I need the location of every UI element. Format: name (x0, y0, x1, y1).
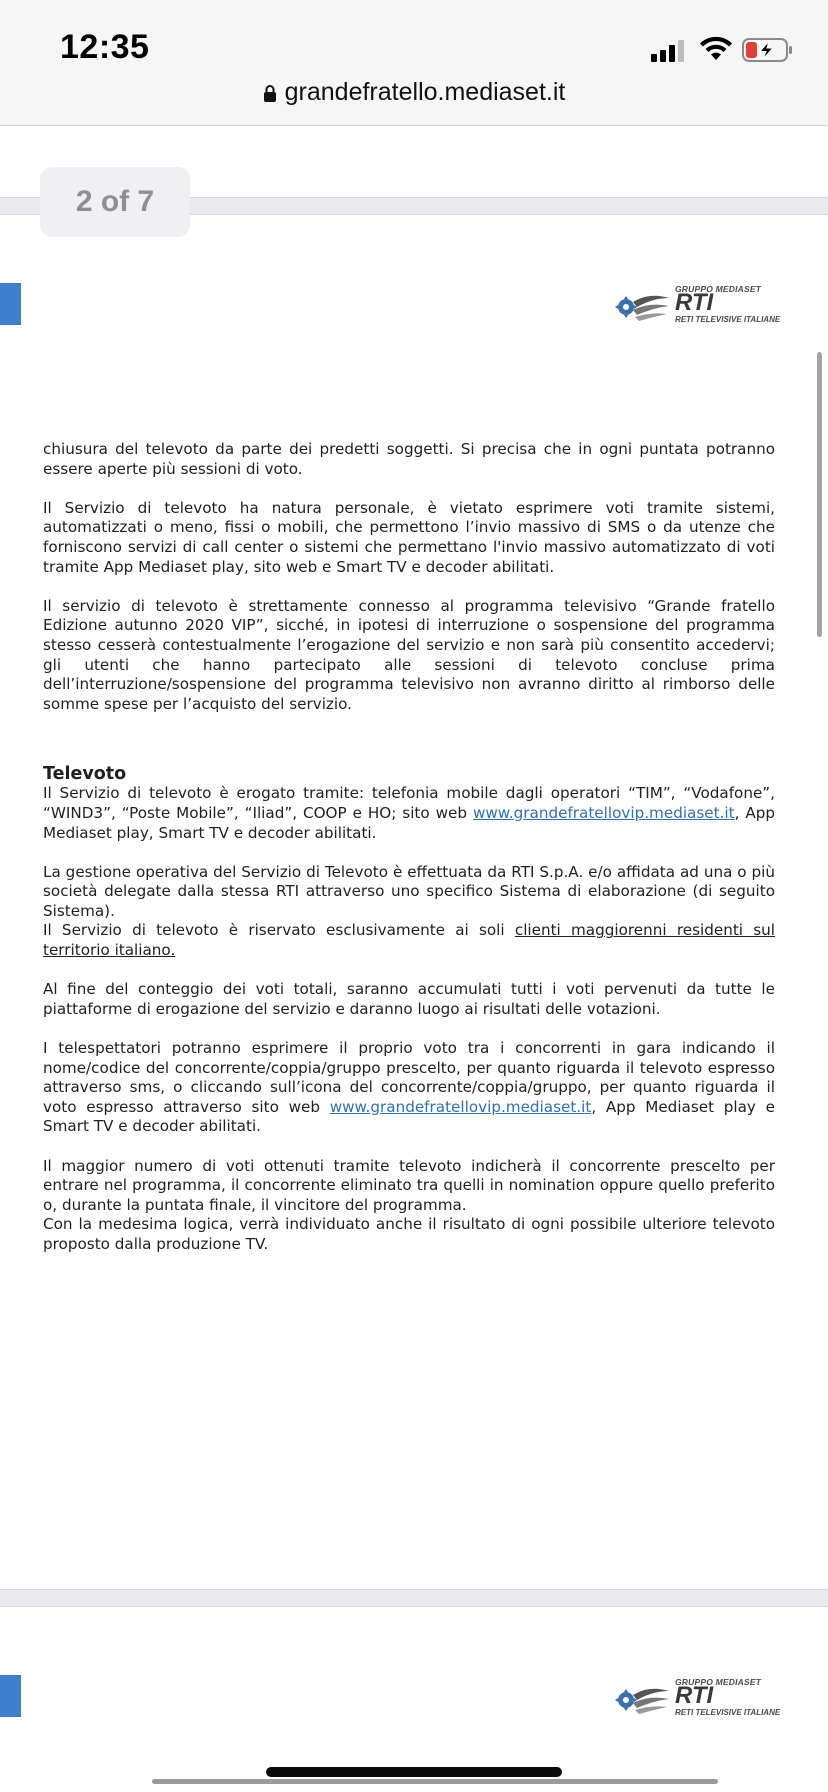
underlined-text: clienti maggiorenni residenti sul territorio italiano. (43, 921, 775, 960)
browser-top-bar (0, 0, 828, 126)
paragraph-text: I telespettatori potranno esprimere il proprio voto tra i concorrenti in gara indicando il nome/codice del concorrente/coppia/gruppo prescelto, per quanto riguarda il televoto espresso attraverso sms, o cliccando sull’icona del concorrente/coppia/gruppo, per quanto riguarda il voto espresso attraverso sito web (43, 1039, 775, 1116)
wifi-icon (699, 34, 733, 62)
paragraph (43, 921, 775, 960)
battery-charging-icon (742, 38, 794, 62)
url-text: grandefratello.mediaset.it (284, 78, 566, 106)
logo-subtitle: RETI TELEVISIVE ITALIANE (675, 315, 781, 324)
address-bar[interactable] (0, 78, 828, 107)
paragraph (43, 1039, 775, 1137)
scrollbar-thumb[interactable] (817, 352, 822, 637)
page-edge-marker (0, 1675, 21, 1717)
logo-group-text: GRUPPO MEDIASET (675, 284, 762, 294)
paragraph-text: Il Servizio di televoto è erogato tramite: telefonia mobile dagli operatori “TIM”, “Vodafone”, “WIND3”, “Poste Mobile”, “Iliad”, COOP e HO; sito web (43, 784, 775, 822)
paragraph: chiusura del televoto da parte dei predetti soggetti. Si precisa che in ogni puntata potranno essere aperte più sessioni di voto. (43, 440, 775, 478)
paragraph: La gestione operativa del Servizio di Televoto è effettuata da RTI S.p.A. e/o affidata ad una o più società delegate dalla stessa RTI attraverso uno specifico Sistema di elaborazione (di seguito Sistema). (43, 862, 775, 920)
document-body (43, 440, 775, 1274)
rti-logo (615, 284, 785, 328)
paragraph-text: Il Servizio di televoto è riservato esclusivamente ai soli (43, 921, 515, 940)
paragraph: Il Servizio di televoto ha natura personale, è vietato esprimere voti tramite sistemi, automatizzati o meno, fissi o mobili, che permettono l’invio massivo di SMS o da utenze che forniscono servizi di call center o sistemi che permettano l'invio massivo automatizzato di voti tramite App Mediaset play, sito web e Smart TV e decoder abilitati. (43, 498, 775, 576)
logo-group-text: GRUPPO MEDIASET (675, 1677, 762, 1687)
signal-icon (651, 38, 687, 62)
logo-subtitle: RETI TELEVISIVE ITALIANE (675, 1708, 781, 1717)
section-heading: Televoto (43, 764, 127, 785)
home-indicator[interactable] (266, 1767, 562, 1777)
paragraph-text: , App Mediaset play, Smart TV e decoder abilitati. (43, 803, 776, 842)
page-indicator: 2 of 7 (40, 167, 190, 237)
pdf-viewer[interactable] (0, 127, 828, 1792)
logo-name: RTI (675, 1682, 714, 1709)
bottom-toolbar-edge (152, 1779, 718, 1784)
televoto-site-link[interactable]: www.grandefratellovip.mediaset.it (329, 1097, 592, 1116)
paragraph: Con la medesima logica, verrà individuato anche il risultato di ogni possibile ulteriore televoto proposto dalla produzione TV. (43, 1215, 775, 1253)
logo-name: RTI (675, 289, 714, 316)
paragraph (43, 784, 775, 843)
lock-icon (263, 84, 277, 103)
paragraph: Al fine del conteggio dei voti totali, saranno accumulati tutti i voti pervenuti da tutte le piattaforme di erogazione del servizio e daranno luogo ai risultati delle votazioni. (43, 980, 775, 1018)
page-separator (0, 1589, 828, 1607)
paragraph: Il maggior numero di voti ottenuti tramite televoto indicherà il concorrente prescelto per entrare nel programma, il concorrente eliminato tra quelli in nomination oppure quello preferito o, durante la puntata finale, il vincitore del programma. (43, 1156, 775, 1214)
paragraph-text: , App Mediaset play e Smart TV e decoder abilitati. (43, 1097, 775, 1136)
status-time: 12:35 (60, 28, 150, 66)
televoto-site-link[interactable]: www.grandefratellovip.mediaset.it (472, 803, 735, 822)
rti-logo-icon (615, 290, 671, 324)
page-edge-marker (0, 283, 21, 325)
rti-logo (615, 1677, 785, 1721)
rti-logo-icon (615, 1683, 671, 1717)
paragraph: Il servizio di televoto è strettamente connesso al programma televisivo “Grande fratello Edizione autunno 2020 VIP”, sicché, in ipotesi di interruzione o sospensione del programma stesso cesserà contestualmente l’erogazione del servizio e non sarà più consentito accedervi; gli utenti che hanno partecipato alle sessioni di televoto concluse prima dell’interruzione/sospensione del programma televisivo non avranno diritto al rimborso delle somme spese per l’acquisto del servizio. (43, 596, 775, 713)
